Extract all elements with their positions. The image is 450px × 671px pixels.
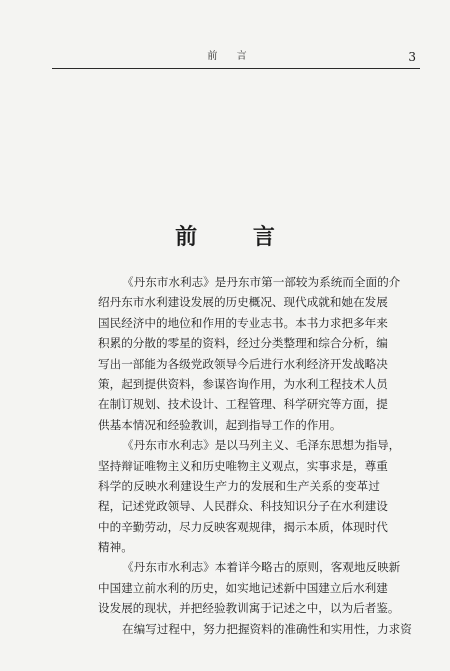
text-line: 在编写过程中，努力把握资料的准确性和实用性，力求资 [122,621,412,636]
running-header-title: 前 言 [207,51,255,62]
text-line: 中国建立前水利的历史，如实地记述新中国建立后水利建 [98,580,388,595]
header-rule [52,68,420,69]
text-line: 《丹东市水利志》是以马列主义、毛泽东思想为指导， [122,438,401,453]
text-line: 《丹东市水利志》本着详今略古的原则，客观地反映新 [122,560,401,575]
text-line: 国民经济中的地位和作用的专业志书。本书力求把多年来 [98,315,388,330]
section-heading: 前 言 [175,224,299,250]
text-line: 策，起到提供资料，参谋咨询作用，为水利工程技术人员 [98,376,388,391]
text-line: 《丹东市水利志》是丹东市第一部较为系统而全面的介 [122,275,401,289]
running-header [52,48,416,66]
page-number: 3 [408,50,416,64]
text-line: 精神。 [98,540,133,555]
text-line: 绍丹东市水利建设发展的历史概况、现代成就和她在发展 [98,295,388,310]
text-line: 程，记述党政领导、人民群众、科技知识分子在水利建设 [98,499,388,514]
text-line: 积累的分散的零星的资料，经过分类整理和综合分析，编 [98,336,388,351]
text-line: 科学的反映水利建设生产力的发展和生产关系的变革过 [98,478,380,493]
text-line: 坚持辩证唯物主义和历史唯物主义观点，实事求是，尊重 [98,458,388,473]
text-line: 在制订规划、技术设计、工程管理、科学研究等方面，提 [98,397,388,412]
text-line: 供基本情况和经验教训，起到指导工作的作用。 [98,417,342,432]
body-text [98,272,412,639]
text-line: 写出一部能为各级党政领导今后进行水利经济开发战略决 [98,356,388,371]
text-line: 中的辛勤劳动，尽力反映客观规律，揭示本质，体现时代 [98,519,388,534]
text-line: 设发展的现状，并把经验教训寓于记述之中，以为后者鉴。 [98,601,400,616]
